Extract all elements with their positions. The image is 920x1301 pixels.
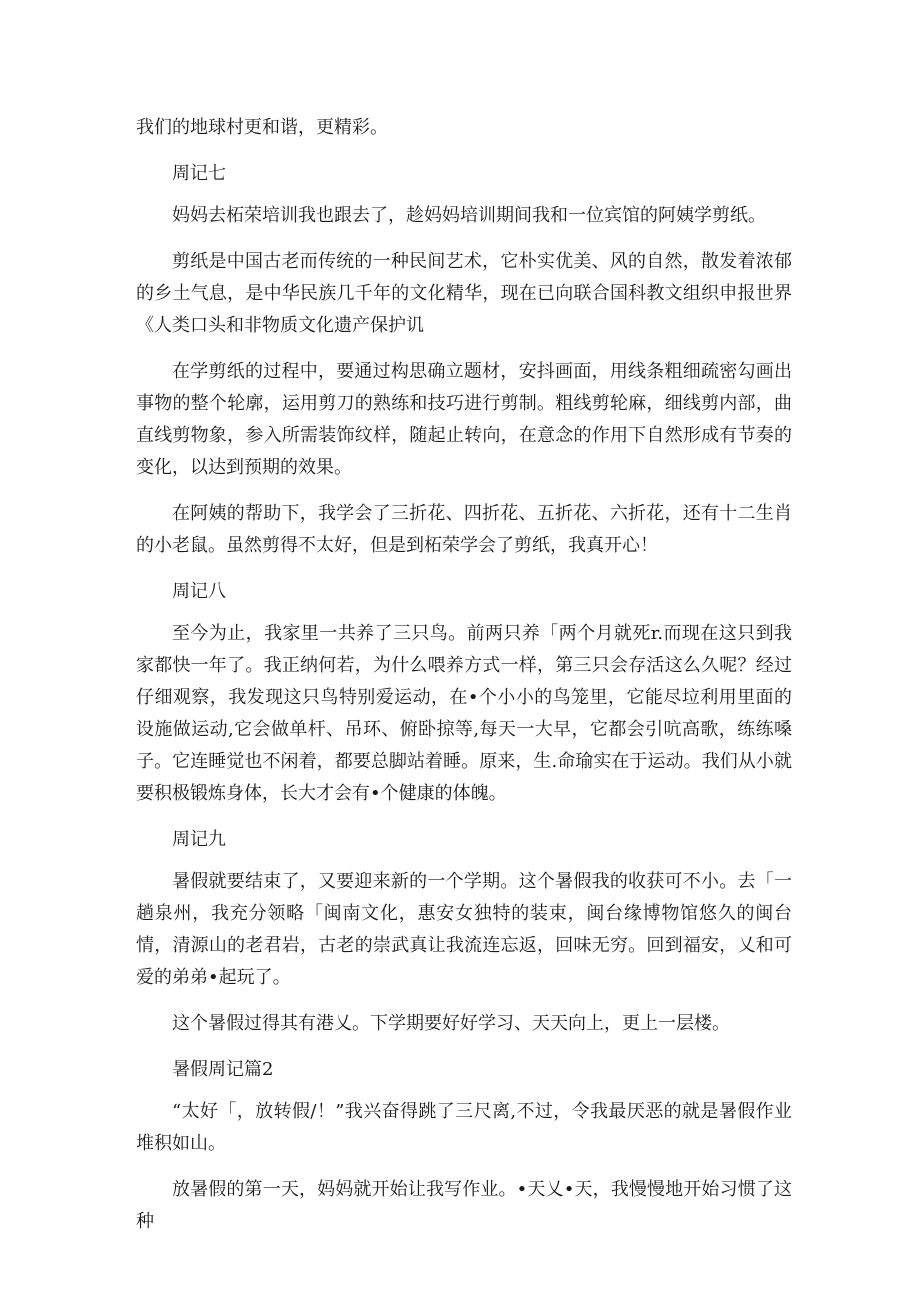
paragraph: 妈妈去柘荣培训我也跟去了，趁妈妈培训期间我和一位宾馆的阿姨学剪纸。 [172,205,766,226]
paragraph: 在学剪纸的过程中，要通过构思确立题材，安抖画面，用线条粗细疏密勾画出事物的整个轮廓，运用剪刀的熟练和技巧进行剪制。粗线剪轮麻，细线剪内部，曲直线剪物象，参入所需装饰纹样，随起止转向，在意念的作用下自然形成有节奏的变化，以达到预期的效果。 [136,361,792,478]
paragraph: 我们的地球村更和谐，更精彩。 [136,117,388,138]
paragraph: “太好「，放转假/！”我兴奋得跳了三尺离,不过，令我最厌恶的就是暑假作业堆积如山。 [136,1101,792,1154]
paragraph: 剪纸是中国古老而传统的一种民间艺术，它朴实优美、风的自然，散发着浓郁的乡土气息，是中华民族几千年的文化精华，现在已向联合国科教文组织申报世界《人类口头和非物质文化遗产保护讥 [136,251,792,336]
section-heading: 周记九 [172,829,226,850]
paragraph: 在阿姨的帮助下，我学会了三折花、四折花、五折花、六折花，还有十二生肖的小老鼠。虽然剪得不太好，但是到柘荣学会了剪纸，我真开心！ [136,503,792,556]
section-heading: 周记七 [172,163,226,184]
section-heading: 暑假周记篇2 [172,1059,274,1080]
paragraph: 暑假就要结束了，又要迎来新的一个学期。这个暑假我的收获可不小。去「一趟泉州，我充分领略「闽南文化，惠安女独特的装束，闽台缘博物馆悠久的闽台情，清源山的老君岩，古老的崇武真让我流连忘返，回味无穷。回到福安，乂和可爱的弟弟•起玩了。 [136,871,792,988]
paragraph: 放暑假的第一天，妈妈就开始让我写作业。•天乂•天，我慢慢地开始习惯了这种 [136,1179,792,1232]
document-body [136,112,792,1252]
paragraph: 这个暑假过得其有港乂。下学期要好好学习、天天向上，更上一层楼。 [172,1013,730,1034]
paragraph: 至今为止，我家里一共养了三只鸟。前两只养「两个月就死r.而现在这只到我家都快一年了。我正纳何若，为什么喂养方式一样，第三只会存活这么久呢？经过仔细观察，我发现这只鸟特别爱运动，在•个小小的鸟笼里，它能尽垃利用里面的设施做运动,它会做单杆、吊环、俯卧掠等,每天一大早，它都会引吭高歌，练练嗓子。它连睡觉也不闲着，都要总脚站着睡。原来，生.命瑜实在于运动。我们从小就要积极锻炼身体，长大才会有•个健康的体魄。 [136,623,792,804]
section-heading: 周记八 [172,581,226,602]
